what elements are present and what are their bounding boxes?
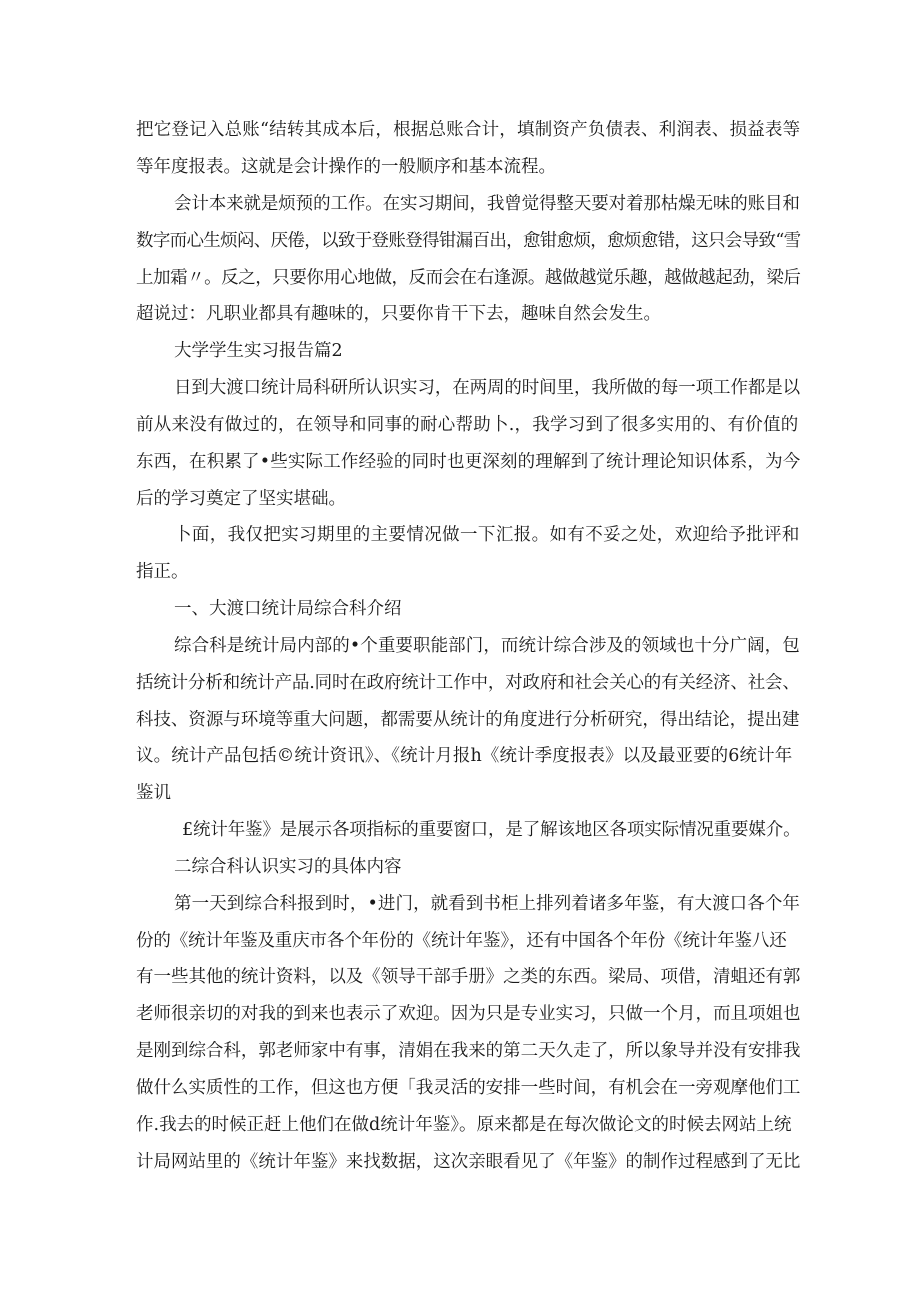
text-line: 指正。 (136, 562, 189, 582)
text-line: 议。统计产品包括©统计资讯》、《统计月报h《统计季度报表》以及最亚要的6统计年 (136, 746, 793, 766)
text-line: 作.我去的时候正赶上他们在做d统计年鉴》。原来都是在每次做论文的时候去网站上统 (136, 1115, 792, 1135)
text-line: 前从来没有做过的，在领导和同事的耐心帮助卜.，我学习到了很多实用的、有价值的 (136, 415, 799, 435)
text-line: 括统计分析和统计产品.同时在政府统计工作中，对政府和社会关心的有关经济、社会、 (136, 673, 800, 693)
text-line: 上加霜〃。反之，只要你用心地做，反而会在右逢源。越做越觉乐趣，越做越起劲，梁后 (136, 268, 801, 288)
text-line: 后的学习奠定了坚实堪础。 (136, 489, 346, 509)
text-line: 老师很亲切的对我的到来也表示了欢迎。因为只是专业实习，只做一个月，而且项姐也 (136, 1004, 801, 1024)
text-line: 第一天到综合科报到时，•进门，就看到书柜上排列着诸多年鉴，有大渡口各个年 (174, 894, 801, 914)
text-line: 鉴讥 (136, 783, 171, 803)
text-line: 做什么实质性的工作，但这也方便「我灵活的安排一些时间，有机会在一旁观摩他们工 (136, 1078, 801, 1098)
text-line: 计局网站里的《统计年鉴》来找数据，这次亲眼看见了《年鉴》的制作过程感到了无比 (136, 1152, 801, 1172)
text-line: 把它登记入总账“结转其成本后，根据总账合计，填制资产负债表、利润表、损益表等 (136, 120, 801, 140)
text-line: 综合科是统计局内部的•个重要职能部门，而统计综合涉及的领域也十分广阔，包 (174, 636, 800, 656)
text-line: 东西，在积累了•些实际工作经验的同时也更深刻的理解到了统计理论知识体系，为今 (136, 452, 801, 472)
section-heading: 二综合科认识实习的具体内容 (174, 857, 402, 877)
text-line: 等年度报表。这就是会计操作的一般顺序和基本流程。 (136, 157, 556, 177)
section-heading: 大学学生实习报告篇2 (174, 341, 343, 361)
text-line: 有一些其他的统计资料，以及《领导干部手册》之类的东西。梁局、项借，清蛆还有郭 (136, 967, 801, 987)
text-line: £统计年鉴》是展示各项指标的重要窗口，是了解该地区各项实际情况重要媒介。 (182, 820, 801, 840)
text-line: 是刚到综合科，郭老师家中有事，清娟在我来的第二天久走了，所以象导并没有安排我 (136, 1041, 801, 1061)
text-line: 超说过：凡职业都具有趣味的，只要你肯干下去，趣味自然会发生。 (136, 304, 661, 324)
text-line: 份的《统计年鉴及重庆市各个年份的《统计年鉴》，还有中国各个年份《统计年鉴八还 (136, 931, 787, 951)
text-line: 科技、资源与环境等重大问题，都需要从统计的角度进行分析研究，得出结论，提出建 (136, 710, 800, 730)
text-line: 卜面，我仅把实习期里的主要情况做一下汇报。如有不妥之处，欢迎给予批评和 (174, 525, 800, 545)
text-line: 数字而心生烦闷、厌倦，以致于登账登得钳漏百出，愈钳愈烦，愈烦愈错，这只会导致“雪 (136, 231, 801, 251)
text-line: 日到大渡口统计局科研所认识实习，在两周的时间里，我所做的每一项工作都是以 (174, 378, 800, 398)
text-line: 会计本来就是烦预的工作。在实习期间，我曾觉得整天要对着那枯燥无味的账目和 (174, 194, 800, 214)
section-heading: 一、大渡口统计局综合科介绍 (174, 599, 402, 619)
